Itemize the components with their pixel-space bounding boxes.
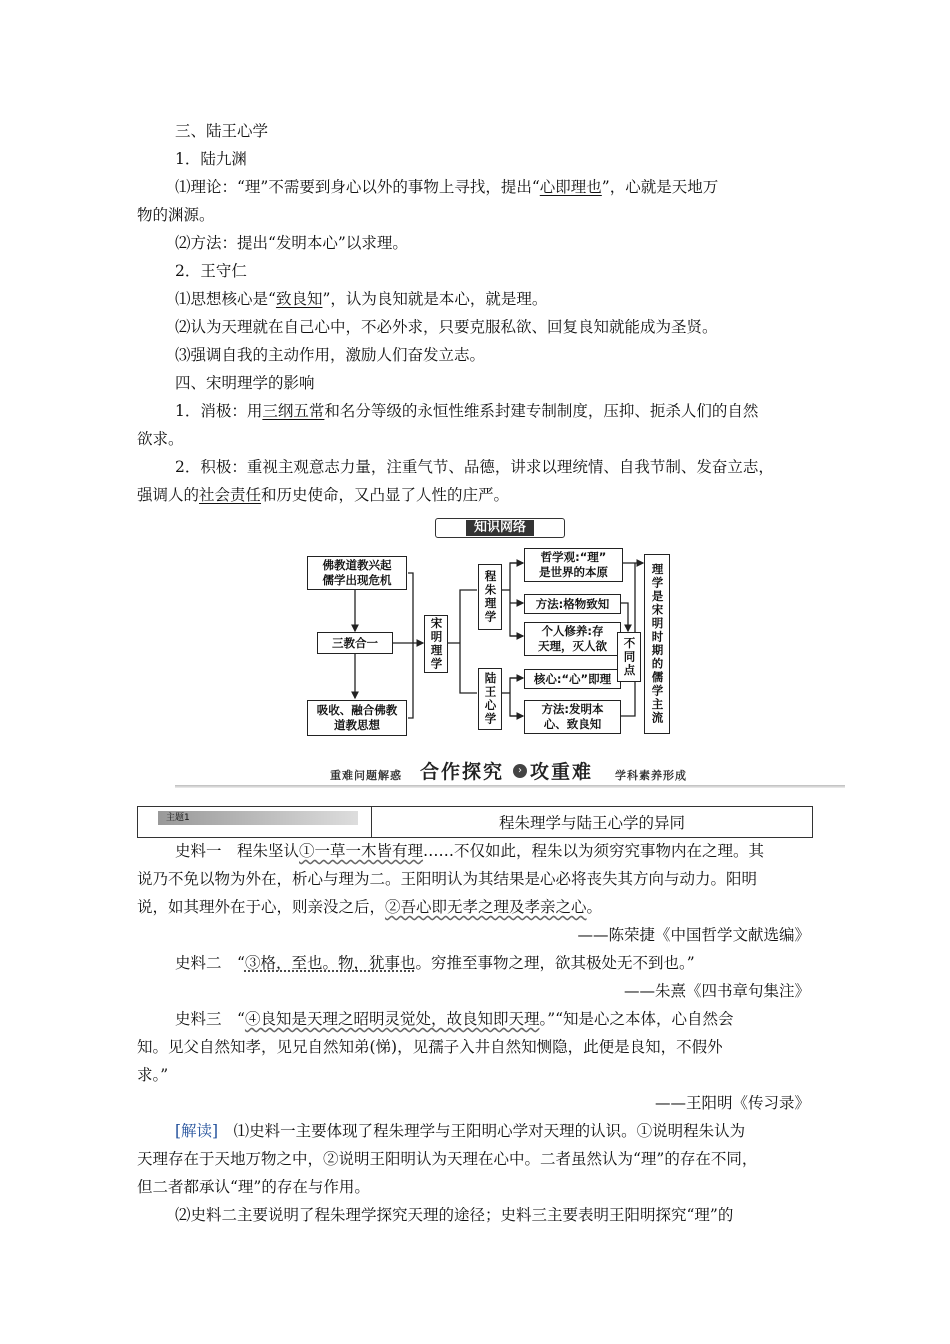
box-chengzhu-text: 程朱理学 [483,570,498,624]
material-2 [175,952,695,974]
underlined-term: 心即理也 [539,178,602,196]
text: ⑴史料一主要体现了程朱理学与王阳明心学对天理的认识。①说明程朱认为 [218,1122,746,1140]
text: 。穷推至事物之理，欲其极处无不到也。” [415,954,695,972]
paragraph [175,176,718,198]
box-songming-text: 宋明理学 [429,617,444,671]
box-three-teachings [317,632,393,654]
underlined-term: 社会责任 [199,486,262,504]
topic-table [137,806,813,838]
paragraph: 2．积极：重视主观意志力量，注重气节、品德，讲求以理统情、自我节制、发奋立志， [175,458,774,476]
text: 史料三 “ [175,1010,245,1028]
box-three-text: 三教合一 [332,635,378,650]
marked-phrase: ③格，至也。物，犹事也 [244,954,416,972]
banner-title-1: 合作探究 [420,761,505,783]
box-main-text: 理学是宋明时期的儒学主流 [650,563,665,725]
analysis-paragraph [175,1120,745,1142]
material-2-source: ——朱熹《四书章句集注》 [623,982,810,1000]
diagram-title-text: 知识网络 [466,520,534,536]
text: 说，如其理外在于心，则亲没之后， [137,898,386,916]
material-1 [175,840,764,862]
box-philosophy-text: 哲学观:“理” 是世界的本原 [539,550,608,579]
material-1-cont [137,896,602,918]
analysis-label: [解读] [175,1122,219,1140]
paragraph [175,400,758,422]
banner-underline [175,785,845,788]
subheading-lujiuyuan: 1．陆九渊 [175,150,247,168]
material-3 [175,1008,734,1030]
box-method1-text: 方法:格物致知 [535,596,610,611]
paragraph-cont: 欲求。 [137,430,184,448]
box-songming-lixue [424,615,448,673]
topic-tag: 主题1 [158,811,358,825]
text: 强调人的 [137,486,200,504]
material-3-cont: 求。” [137,1066,169,1084]
marked-phrase: ①一草一木皆有理 [299,842,424,860]
box-mainstream [644,554,670,734]
box-method-gewu [524,594,621,614]
paragraph: ⑵认为天理就在自己心中，不必外求，只要克服私欲、回复良知就能成为圣贤。 [175,318,718,336]
topic-title: 程朱理学与陆王心学的异同 [498,814,685,832]
text: 和历史使命，又凸显了人性的庄严。 [261,486,510,504]
box-luwang-xinxue [478,668,502,730]
arrow-right-icon: › [513,764,527,778]
paragraph: ⑵方法：提出“发明本心”以求理。 [175,234,408,252]
marked-phrase: ②吾心即无孝之理及孝亲之心 [385,898,587,916]
text: ⑴思想核心是“ [175,290,276,308]
subheading-wangshouren: 2．王守仁 [175,262,247,280]
text: ……不仅如此，程朱以为须穷究事物内在之理。其 [423,842,765,860]
section-heading-4: 四、宋明理学的影响 [175,374,315,392]
underlined-term: 致良知 [275,290,323,308]
box-personal-cultivation [524,622,621,656]
analysis-cont: 天理存在于天地万物之中，②说明王阳明认为天理在心中。二者虽然认为“理”的存在不同， [137,1150,758,1168]
box-personal-text: 个人修养:存 天理，灭人欲 [538,624,607,653]
banner-right-text: 学科素养形成 [615,769,687,782]
box-absorb [307,700,407,736]
material-1-source: ——陈荣捷《中国哲学文献选编》 [577,926,810,944]
material-1-cont: 说乃不免以物为外在，析心与理为二。王阳明认为其结果是心必将丧失其方向与动力。阳明 [137,870,758,888]
banner-left-text: 重难问题解惑 [330,769,402,782]
box-luwang-text: 陆王心学 [483,672,498,726]
section-banner [175,755,845,791]
marked-phrase: ④良知是天理之昭明灵觉处，故良知即天理 [244,1010,540,1028]
section-heading-3: 三、陆王心学 [175,122,269,140]
box-differences [617,632,641,682]
text: ”，心就是天地万 [601,178,719,196]
text: 。”“知是心之本体，心自然会 [539,1010,734,1028]
text: 。 [586,898,603,916]
analysis-paragraph-2: ⑵史料二主要说明了程朱理学探究天理的途径；史料三主要表明王阳明探究“理”的 [175,1206,734,1224]
box-philosophy [524,548,623,582]
box-absorb-text: 吸收、融合佛教 道教思想 [316,703,398,732]
underlined-term: 三纲五常 [262,402,325,420]
box-diff-text: 不同点 [622,636,637,678]
paragraph-cont: 物的渊源。 [137,206,215,224]
box-chengzhu-lixue [478,564,502,630]
box-crisis [307,556,407,590]
text: 和名分等级的永恒性维系封建专制制度，压抑、扼杀人们的自然 [324,402,759,420]
box-crisis-text: 佛教道教兴起 儒学出现危机 [322,558,392,587]
banner-title-2: 攻重难 [530,761,594,783]
box-core-xin [524,669,621,689]
paragraph: ⑶强调自我的主动作用，激励人们奋发立志。 [175,346,486,364]
text: ”，认为良知就是本心，就是理。 [322,290,548,308]
box-method-benxin [524,700,621,734]
box-method2-text: 方法:发明本 心、致良知 [541,702,604,731]
topic-tag-cell [138,807,372,837]
analysis-cont: 但二者都承认“理”的存在与作用。 [137,1178,370,1196]
material-3-source: ——王阳明《传习录》 [654,1094,810,1112]
text: 史料一 程朱坚认 [175,842,300,860]
paragraph [175,288,547,310]
text: 史料二 “ [175,954,245,972]
text: ⑴理论：“理”不需要到身心以外的事物上寻找，提出“ [175,178,540,196]
material-3-cont: 知。见父自然知孝，见兄自然知弟(悌)，见孺子入井自然知恻隐，此便是良知，不假外 [137,1038,723,1056]
text: 1．消极：用 [175,402,263,420]
paragraph-cont [137,484,509,506]
box-core-text: 核心:“心”即理 [533,671,612,686]
knowledge-network-diagram [305,518,675,740]
